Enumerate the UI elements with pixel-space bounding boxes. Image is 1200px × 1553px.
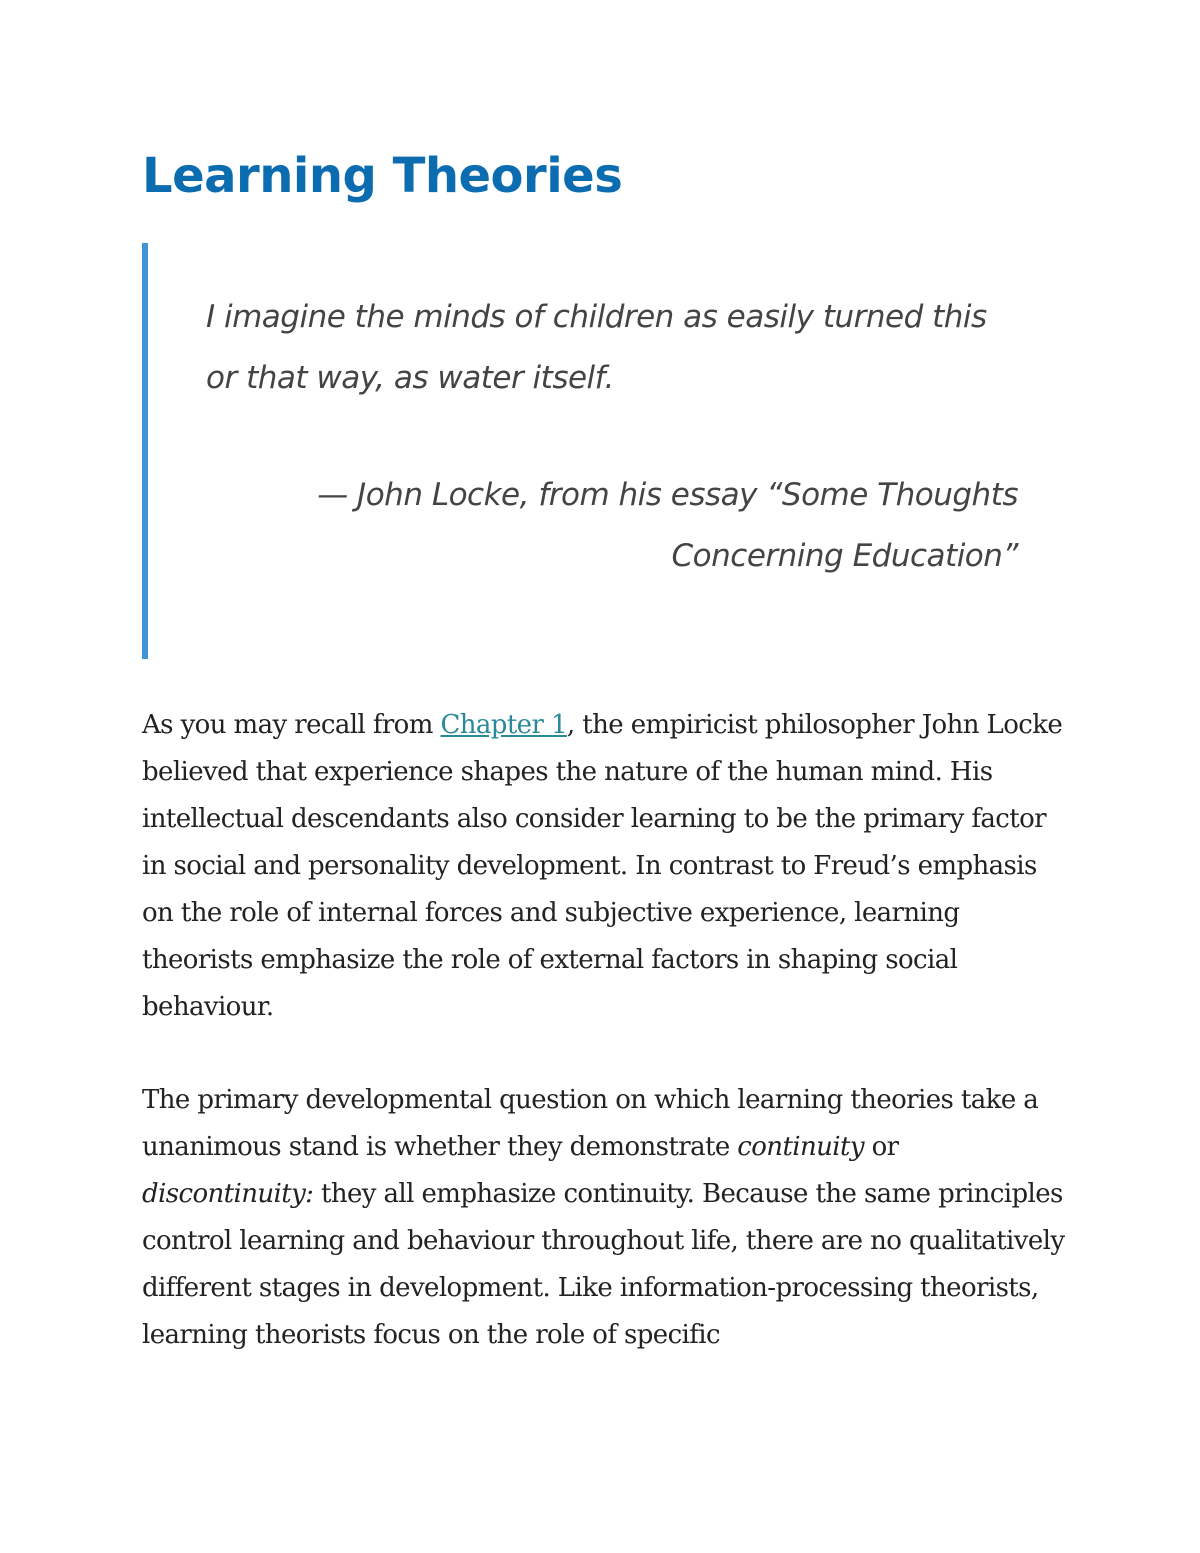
body-paragraph-2 xyxy=(142,1077,1067,1359)
body-paragraph-1 xyxy=(142,702,1067,1031)
epigraph-blockquote xyxy=(142,243,1042,659)
paragraph-2-text-1: The primary developmental question on which learning theories take a unanimous stand is whether they demonstrate xyxy=(142,1085,1039,1162)
paragraph-2-text-3: they all emphasize continuity. Because the same principles control learning and behaviour throughout life, there are no qualitatively different stages in development. Like information-processing theorists, learning theorists focus on the role of specific xyxy=(142,1179,1065,1350)
term-discontinuity: discontinuity: xyxy=(142,1179,314,1209)
term-continuity: continuity xyxy=(737,1132,864,1162)
paragraph-1-text-start: As you may recall from xyxy=(142,710,441,740)
paragraph-1-text-rest: , the empiricist philosopher John Locke believed that experience shapes the nature of the human mind. His intellectual descendants also consider learning to be the primary factor in social and personality development. In contrast to Freud’s emphasis on the role of internal forces and subjective experience, learning theorists emphasize the role of external factors in shaping social behaviour. xyxy=(142,710,1063,1022)
quote-attribution: — John Locke, from his essay “Some Thoughts Concerning Education” xyxy=(317,477,1018,574)
paragraph-2-text-2: or xyxy=(863,1132,899,1162)
chapter-1-link[interactable]: Chapter 1 xyxy=(440,710,567,740)
page-title: Learning Theories xyxy=(142,148,623,204)
quote-text: I imagine the minds of children as easily turned this or that way, as water itself. xyxy=(206,299,987,396)
